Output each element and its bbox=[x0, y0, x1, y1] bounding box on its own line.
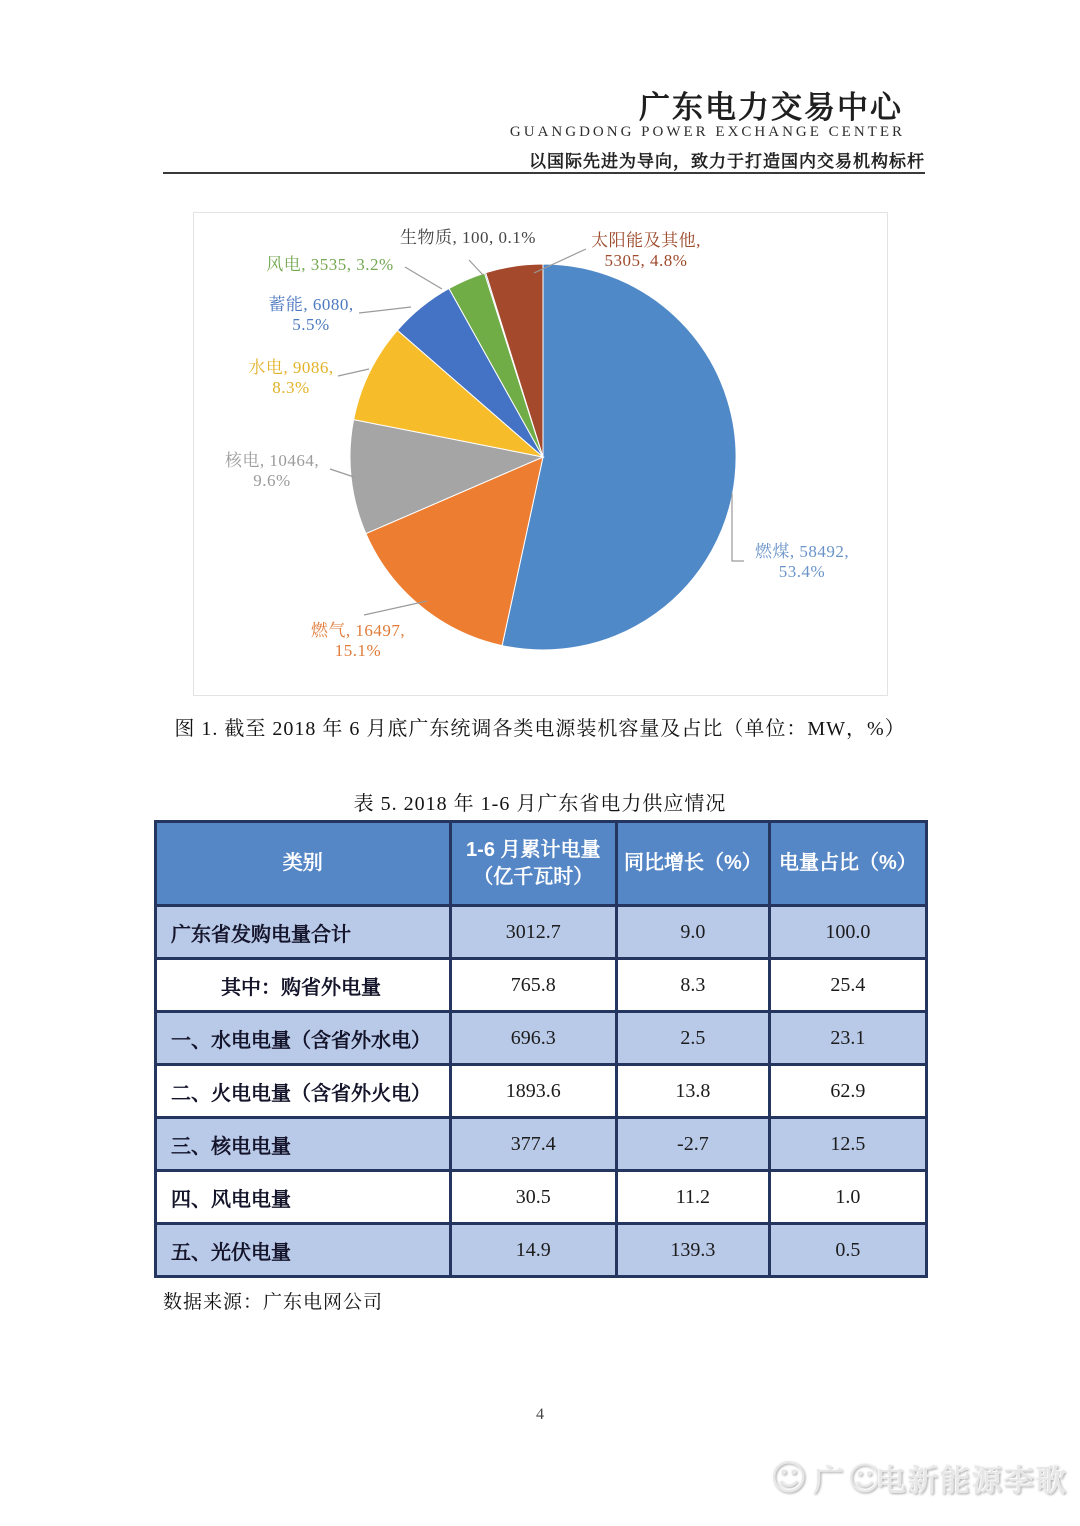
pie-label: 蓄能, 6080, 5.5% bbox=[268, 295, 354, 334]
category-cell: 四、风电电量 bbox=[156, 1171, 451, 1224]
value-cell: 8.3 bbox=[617, 959, 770, 1012]
chat-bubble-icon: ☺ bbox=[770, 1457, 810, 1499]
org-tagline: 以国际先进为导向，致力于打造国内交易机构标杆 bbox=[529, 152, 925, 171]
leader-line bbox=[405, 267, 442, 289]
pie-label: 风电, 3535, 3.2% bbox=[266, 255, 394, 274]
value-cell: 23.1 bbox=[769, 1012, 926, 1065]
category-cell: 其中：购省外电量 bbox=[156, 959, 451, 1012]
value-cell: 377.4 bbox=[450, 1118, 617, 1171]
leader-line bbox=[359, 307, 411, 313]
category-cell: 一、水电电量（含省外水电） bbox=[156, 1012, 451, 1065]
table-row bbox=[156, 1012, 927, 1065]
org-title-english: GUANGDONG POWER EXCHANGE CENTER bbox=[509, 124, 905, 140]
pie-chart bbox=[193, 212, 888, 696]
value-cell: 0.5 bbox=[769, 1224, 926, 1277]
value-cell: 13.8 bbox=[617, 1065, 770, 1118]
pie-label: 燃气, 16497, 15.1% bbox=[310, 621, 406, 660]
table-row bbox=[156, 906, 927, 959]
org-title-chinese: 广东电力交易中心 bbox=[639, 90, 903, 125]
leader-line bbox=[469, 260, 483, 275]
value-cell: 25.4 bbox=[769, 959, 926, 1012]
table-row bbox=[156, 1065, 927, 1118]
table-row bbox=[156, 1171, 927, 1224]
pie-label: 水电, 9086, 8.3% bbox=[248, 358, 334, 397]
category-cell: 五、光伏电量 bbox=[156, 1224, 451, 1277]
table-title: 表 5. 2018 年 1-6 月广东省电力供应情况 bbox=[353, 793, 727, 815]
table-row bbox=[156, 1118, 927, 1171]
leader-line bbox=[732, 493, 744, 561]
table-row bbox=[156, 1224, 927, 1277]
column-header: 1-6 月累计电量 （亿千瓦时） bbox=[450, 822, 617, 906]
leader-line bbox=[338, 369, 369, 376]
category-cell: 三、核电电量 bbox=[156, 1118, 451, 1171]
column-header: 类别 bbox=[156, 822, 451, 906]
header-rule bbox=[163, 172, 925, 174]
pie-label: 核电, 10464, 9.6% bbox=[224, 451, 320, 490]
value-cell: -2.7 bbox=[617, 1118, 770, 1171]
pie-label: 生物质, 100, 0.1% bbox=[400, 228, 536, 247]
table-row bbox=[156, 959, 927, 1012]
value-cell: 11.2 bbox=[617, 1171, 770, 1224]
page-number: 4 bbox=[536, 1406, 544, 1423]
leader-line bbox=[364, 601, 427, 615]
value-cell: 62.9 bbox=[769, 1065, 926, 1118]
value-cell: 30.5 bbox=[450, 1171, 617, 1224]
value-cell: 1893.6 bbox=[450, 1065, 617, 1118]
value-cell: 2.5 bbox=[617, 1012, 770, 1065]
column-header: 电量占比（%） bbox=[769, 822, 926, 906]
data-source-note: 数据来源：广东电网公司 bbox=[163, 1292, 384, 1313]
value-cell: 14.9 bbox=[450, 1224, 617, 1277]
watermark-text-prefix: 广 bbox=[813, 1465, 846, 1498]
smiley-icon: ☺ bbox=[847, 1458, 884, 1498]
watermark bbox=[770, 1456, 1068, 1500]
watermark-text-suffix: 电新能源李歌 bbox=[875, 1465, 1068, 1498]
category-cell: 广东省发购电量合计 bbox=[156, 906, 451, 959]
power-supply-table bbox=[154, 820, 928, 1278]
pie-label: 燃煤, 58492, 53.4% bbox=[754, 542, 850, 581]
value-cell: 3012.7 bbox=[450, 906, 617, 959]
value-cell: 9.0 bbox=[617, 906, 770, 959]
column-header: 同比增长（%） bbox=[617, 822, 770, 906]
category-cell: 二、火电电量（含省外火电） bbox=[156, 1065, 451, 1118]
value-cell: 1.0 bbox=[769, 1171, 926, 1224]
value-cell: 12.5 bbox=[769, 1118, 926, 1171]
value-cell: 696.3 bbox=[450, 1012, 617, 1065]
table-header-row bbox=[156, 822, 927, 906]
figure-caption: 图 1. 截至 2018 年 6 月底广东统调各类电源装机容量及占比（单位：MW，%） bbox=[174, 718, 906, 740]
value-cell: 139.3 bbox=[617, 1224, 770, 1277]
pie-label: 太阳能及其他, 5305, 4.8% bbox=[591, 231, 701, 270]
value-cell: 100.0 bbox=[769, 906, 926, 959]
value-cell: 765.8 bbox=[450, 959, 617, 1012]
